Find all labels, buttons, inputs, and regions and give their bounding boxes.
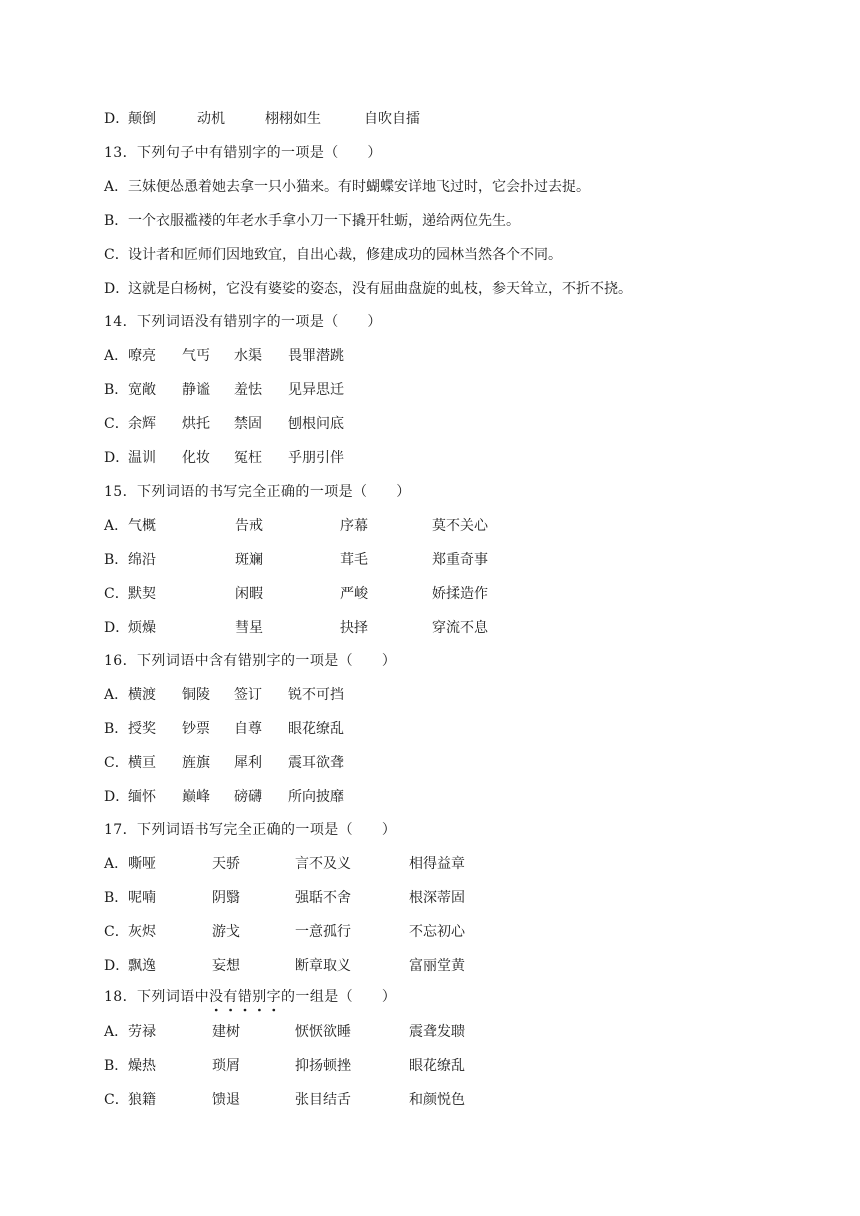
option-word: 眼花缭乱	[288, 721, 344, 737]
option-word: 琐屑	[212, 1058, 240, 1074]
option-word: 不忘初心	[409, 924, 465, 940]
option-word: 根深蒂固	[409, 890, 465, 906]
option-label: A．	[104, 518, 129, 534]
option-label: C．	[104, 924, 129, 940]
option-word: 馈退	[212, 1092, 240, 1108]
option-word: 和颜悦色	[409, 1092, 465, 1108]
option-label: D．	[104, 281, 130, 297]
option-word: 天骄	[212, 856, 240, 872]
option-word: 妄想	[212, 958, 240, 974]
option-word: 气概	[128, 518, 156, 534]
option-word: 灰烬	[128, 924, 156, 940]
option-word: 冤枉	[234, 450, 262, 466]
option-word: 栩栩如生	[265, 111, 321, 127]
question-text-pre: 下列词语中	[137, 989, 210, 1005]
option-word: 巅峰	[182, 789, 210, 805]
option-word: 旌旗	[182, 755, 210, 771]
option-label: D．	[104, 958, 130, 974]
option-word: 静谧	[182, 382, 210, 398]
option-word: 授奖	[128, 721, 156, 737]
option-label: D．	[104, 789, 130, 805]
question-text-post: 的一组是（ ）	[281, 989, 397, 1005]
option-word: 抑扬顿挫	[295, 1058, 351, 1074]
question-text: 下列句子中有错别字的一项是（ ）	[137, 145, 382, 161]
option-label: B．	[104, 1058, 129, 1074]
emphasized-text: 没有错别字	[209, 989, 282, 1005]
option-word: 郑重奇事	[432, 552, 488, 568]
option-label: B．	[104, 213, 129, 229]
question-text: 下列词语的书写完全正确的一项是（ ）	[137, 484, 411, 500]
option-word: 气丐	[182, 348, 210, 364]
emphasis-dots	[209, 1007, 281, 1013]
option-label: A．	[104, 179, 129, 195]
option-label: C．	[104, 416, 129, 432]
question-number: 14．	[104, 314, 138, 330]
option-word: 刨根问底	[288, 416, 344, 432]
option-word: 呢喃	[128, 890, 156, 906]
option-word: 自尊	[234, 721, 262, 737]
option-word: 彗星	[235, 620, 263, 636]
option-word: 犀利	[234, 755, 262, 771]
option-word: 言不及义	[295, 856, 351, 872]
option-label: B．	[104, 552, 129, 568]
question-number: 17．	[104, 822, 138, 838]
option-word: 娇揉造作	[432, 586, 488, 602]
question-prompt	[104, 819, 396, 841]
option-label: A．	[104, 348, 129, 364]
option-word: 阴翳	[212, 890, 240, 906]
option-word: 水渠	[234, 348, 262, 364]
option-word: 动机	[197, 111, 225, 127]
option-label: C．	[104, 1092, 129, 1108]
option-word: 富丽堂黄	[409, 958, 465, 974]
option-word: 抉择	[340, 620, 368, 636]
option-word: 绵沿	[128, 552, 156, 568]
option-word: 化妆	[182, 450, 210, 466]
option-word: 斑斓	[235, 552, 263, 568]
option-label: B．	[104, 721, 129, 737]
option-word: 震聋发聩	[409, 1024, 465, 1040]
question-prompt	[104, 311, 382, 333]
option-word: 相得益章	[409, 856, 465, 872]
option-word: 恹恹欲睡	[295, 1024, 351, 1040]
question-text: 下列词语中含有错别字的一项是（ ）	[137, 653, 397, 669]
option-word: 烘托	[182, 416, 210, 432]
option-label: C．	[104, 755, 129, 771]
emphasized-phrase	[209, 989, 281, 1005]
option-word: 严峻	[340, 586, 368, 602]
question-number: 18．	[104, 989, 138, 1005]
option-word: 烦燥	[128, 620, 156, 636]
option-label: D．	[104, 620, 130, 636]
question-number: 16．	[104, 653, 138, 669]
option-word: 张目结舌	[295, 1092, 351, 1108]
option-word: 燥热	[128, 1058, 156, 1074]
option-word: 所向披靡	[288, 789, 344, 805]
option-word: 嘶哑	[128, 856, 156, 872]
option-word: 钞票	[182, 721, 210, 737]
option-word: 飘逸	[128, 958, 156, 974]
option-word: 锐不可挡	[288, 687, 344, 703]
option-label: A．	[104, 856, 129, 872]
option-word: 闲暇	[235, 586, 263, 602]
question-text: 下列词语没有错别字的一项是（ ）	[137, 314, 382, 330]
question-number: 15．	[104, 484, 138, 500]
option-word: 禁固	[234, 416, 262, 432]
option-word: 默契	[128, 586, 156, 602]
option-label: D．	[104, 450, 130, 466]
option-word: 游戈	[212, 924, 240, 940]
option-sentence: 一个衣服褴褛的年老水手拿小刀一下撬开牡蛎，递给两位先生。	[128, 213, 520, 229]
option-label: B．	[104, 382, 129, 398]
option-word: 建树	[212, 1024, 240, 1040]
option-word: 一意孤行	[295, 924, 351, 940]
option-label: B．	[104, 890, 129, 906]
option-word: 劳禄	[128, 1024, 156, 1040]
option-word: 乎朋引伴	[288, 450, 344, 466]
option-word: 羞怯	[234, 382, 262, 398]
option-word: 震耳欲聋	[288, 755, 344, 771]
option-word: 铜陵	[182, 687, 210, 703]
option-sentence: 这就是白杨树，它没有婆娑的姿态，没有屈曲盘旋的虬枝，参天耸立，不折不挠。	[128, 281, 632, 297]
question-prompt	[104, 650, 396, 672]
option-word: 序幕	[340, 518, 368, 534]
question-number: 13．	[104, 145, 138, 161]
option-word: 横渡	[128, 687, 156, 703]
option-word: 温训	[128, 450, 156, 466]
option-word: 宽敞	[128, 382, 156, 398]
question-prompt	[104, 142, 382, 164]
option-word: 见异思迁	[288, 382, 344, 398]
option-sentence: 三妹便怂恿着她去拿一只小猫来。有时蝴蝶安详地飞过时，它会扑过去捉。	[128, 179, 590, 195]
option-word: 茸毛	[340, 552, 368, 568]
question-text: 下列词语书写完全正确的一项是（ ）	[137, 822, 397, 838]
option-word: 横亘	[128, 755, 156, 771]
option-word: 穿流不息	[432, 620, 488, 636]
option-word: 余辉	[128, 416, 156, 432]
option-word: 签订	[234, 687, 262, 703]
option-word: 眼花缭乱	[409, 1058, 465, 1074]
option-word: 强聒不舍	[295, 890, 351, 906]
option-word: 告戒	[235, 518, 263, 534]
option-label: C．	[104, 247, 129, 263]
option-word: 畏罪潜跳	[288, 348, 344, 364]
question-prompt	[104, 481, 411, 503]
option-word: 颠倒	[128, 111, 156, 127]
option-label: A．	[104, 687, 129, 703]
option-label: A．	[104, 1024, 129, 1040]
option-word: 磅礴	[234, 789, 262, 805]
option-sentence: 设计者和匠师们因地致宜，自出心裁，修建成功的园林当然各个不同。	[128, 247, 562, 263]
option-word: 自吹自擂	[364, 111, 420, 127]
option-word: 缅怀	[128, 789, 156, 805]
option-word: 断章取义	[295, 958, 351, 974]
option-label: C．	[104, 586, 129, 602]
option-word: 狼籍	[128, 1092, 156, 1108]
option-label: D．	[104, 111, 130, 127]
option-word: 莫不关心	[432, 518, 488, 534]
question-prompt	[104, 986, 396, 1008]
option-word: 嘹亮	[128, 348, 156, 364]
